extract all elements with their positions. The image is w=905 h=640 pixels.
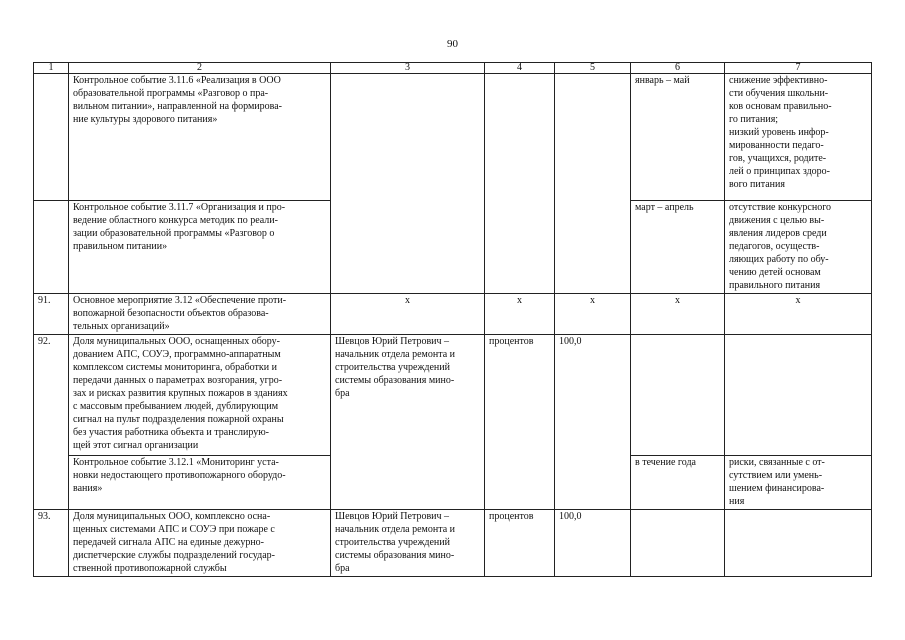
row-value: х <box>555 294 631 335</box>
header-col-3: 3 <box>331 63 485 74</box>
table-row <box>34 294 872 335</box>
row-description: Контрольное событие 3.12.1 «Мониторинг уста- новки недостающего противопожарного оборудо- вания» <box>69 456 331 510</box>
page-number: 90 <box>447 38 458 50</box>
row-number: 92. <box>34 335 69 510</box>
row-risks: х <box>725 294 872 335</box>
row-description: Контрольное событие 3.11.7 «Организация и про- ведение областного конкурса методик по реали- зации образовательной программы «Разговор о правильном питании» <box>69 201 331 294</box>
row-period <box>631 335 725 456</box>
table-row <box>34 510 872 577</box>
row-number <box>34 74 69 201</box>
row-number: 91. <box>34 294 69 335</box>
header-col-5: 5 <box>555 63 631 74</box>
header-col-1: 1 <box>34 63 69 74</box>
row-description: Доля муниципальных ООО, комплексно осна- щенных системами АПС и СОУЭ при пожаре с передачей сигнала АПС на единые дежурно- диспетчерские службы подразделений государ- ственной противопожарной службы <box>69 510 331 577</box>
header-col-6: 6 <box>631 63 725 74</box>
header-col-7: 7 <box>725 63 872 74</box>
row-risks: снижение эффективно- сти обучения школьни- ков основам правильно- го питания; низкий уровень инфор- мированности педаго- гов, учащихся, родите- лей о принципах здоро- вого питания <box>725 74 872 201</box>
row-description: Контрольное событие 3.11.6 «Реализация в ООО образовательной программы «Разговор о пра- вильном питании», направленной на формирова- ние культуры здорового питания» <box>69 74 331 201</box>
row-value: 100,0 <box>555 335 631 510</box>
row-value: 100,0 <box>555 510 631 577</box>
header-col-2: 2 <box>69 63 331 74</box>
row-period <box>631 510 725 577</box>
row-period: март – апрель <box>631 201 725 294</box>
row-unit: х <box>485 294 555 335</box>
table-row <box>34 335 872 456</box>
row-period: в течение года <box>631 456 725 510</box>
row-unit: процентов <box>485 510 555 577</box>
row-unit: процентов <box>485 335 555 510</box>
row-period: январь – май <box>631 74 725 201</box>
row-description: Доля муниципальных ООО, оснащенных обору- дованием АПС, СОУЭ, программно-аппаратным комплексом системы мониторинга, обработки и передачи данных о параметрах возгорания, угро- зах и рисках развития крупных пожаров в зданиях с массовым пребыванием людей, дублирующим сигнал на пульт подразделения пожарной охраны без участия работника объекта и транслирую- щей этот сигнал организации <box>69 335 331 456</box>
row-description: Основное мероприятие 3.12 «Обеспечение проти- вопожарной безопасности объектов образова- тельных организаций» <box>69 294 331 335</box>
header-row <box>34 63 872 74</box>
row-risks <box>725 510 872 577</box>
row-responsible <box>331 74 485 294</box>
row-risks: риски, связанные с от- сутствием или умень- шением финансирова- ния <box>725 456 872 510</box>
row-unit <box>485 74 555 294</box>
table-row <box>34 74 872 201</box>
row-period: х <box>631 294 725 335</box>
row-responsible: Шевцов Юрий Петрович – начальник отдела ремонта и строительства учреждений системы образования мино- бра <box>331 335 485 510</box>
row-value <box>555 74 631 294</box>
row-number <box>34 201 69 294</box>
row-number: 93. <box>34 510 69 577</box>
header-col-4: 4 <box>485 63 555 74</box>
row-responsible: Шевцов Юрий Петрович – начальник отдела ремонта и строительства учреждений системы образования мино- бра <box>331 510 485 577</box>
plan-table <box>33 62 872 577</box>
row-risks: отсутствие конкурсного движения с целью вы- явления лидеров среди педагогов, осуществ- ляющих работу по обу- чению детей основам правильного питания <box>725 201 872 294</box>
row-risks <box>725 335 872 456</box>
row-responsible: х <box>331 294 485 335</box>
